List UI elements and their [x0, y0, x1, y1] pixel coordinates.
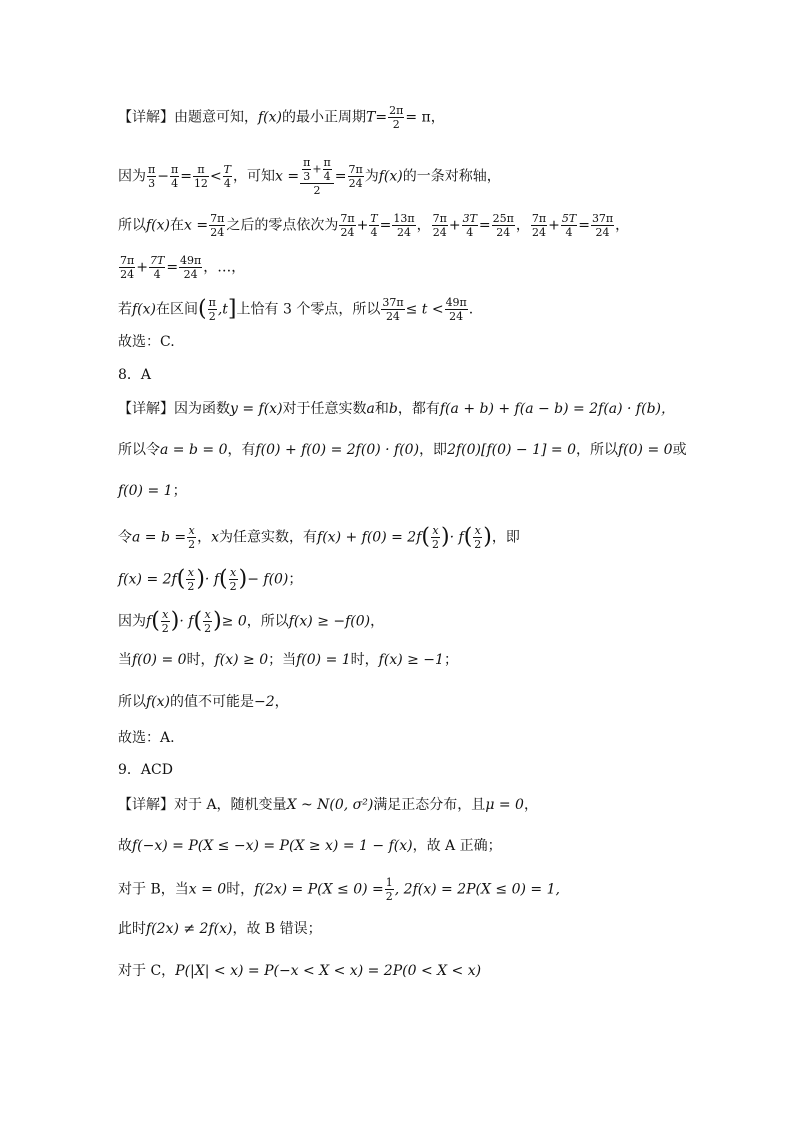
detail-heading: 【详解】 [118, 797, 174, 813]
solution-line-9-4: 此时f(2x) ≠ 2f(x)，故 B 错误； [118, 921, 322, 937]
solution-line-4: $\frac{7\pi}{24}$ + $\frac{7T}{4}$ = $\frac{49\pi}{24}$ ，…， [120, 254, 246, 281]
solution-line-9-2: 故f(−x) = P(X ≤ −x) = P(X ≥ x) = 1 − f(x)，故 A 正确； [118, 838, 502, 854]
solution-line-2: 因为 $\frac{\pi}{3}$ − $\frac{\pi}{4}$ = $\frac{\pi}{12}$ < $\frac{T}{4}$ ，可知x = $\frac{\pi}{3}$ + $\frac{\pi}{4}$ 2 = $\frac{7\pi}{24}$ 为f(x)的一条对称轴， [118, 156, 501, 197]
solution-line-8-5: f(x) = 2f( $\frac{x}{2}$ )· f( $\frac{x}{2}$ )− f(0)； [118, 566, 303, 593]
question-number: 9．ACD [118, 762, 173, 778]
solution-line-9-3: 对于 B，当x = 0时，f(2x) = P(X ≤ 0) = $\frac{1}{2}$ , 2f(x) = 2P(X ≤ 0) = 1, [118, 876, 560, 903]
answer-line: 故选：A. [118, 730, 175, 746]
question-number: 8．A [118, 367, 152, 383]
fraction: $\frac{7\pi}{24}$ [210, 212, 225, 239]
fraction: $\frac{\pi}{3}$ [148, 163, 156, 190]
fraction: $\frac{7\pi}{24}$ [348, 163, 363, 190]
detail-heading: 【详解】 [118, 401, 174, 417]
solution-line-9-5: 对于 C，P(|X| < x) = P(−x < X < x) = 2P(0 < X < x) [118, 963, 482, 979]
compound-fraction: $\frac{\pi}{3}$ + $\frac{\pi}{4}$ 2 [300, 156, 334, 197]
fraction: $\frac{\pi}{12}$ [193, 163, 208, 190]
solution-line-8-3: f(0) = 1； [118, 483, 187, 499]
solution-line-9-1: 【详解】对于 A，随机变量X ~ N(0, σ²)满足正态分布，且μ = 0， [118, 797, 538, 813]
solution-line-8-1: 【详解】因为函数y = f(x)对于任意实数a和b，都有f(a + b) + f(a − b) = 2f(a) · f(b)， [118, 401, 676, 417]
solution-line-8-4: 令a = b = $\frac{x}{2}$ ，x为任意实数，有f(x) + f(0) = 2f( $\frac{x}{2}$ )· f( $\frac{x}{2}$ )，即 [118, 524, 520, 551]
fraction: $\frac{2\pi}{2}$ [389, 104, 404, 131]
solution-line-8-8: 所以f(x)的值不可能是−2， [118, 694, 289, 710]
detail-heading: 【详解】 [118, 109, 174, 126]
solution-line-3: 所以f(x)在x = $\frac{7\pi}{24}$ 之后的零点依次为 $\frac{7\pi}{24}$ + $\frac{T}{4}$ = $\frac{13\pi}{24}$ ， $\frac{7\pi}{24}$ + $\frac{3T}{4}$ = $\frac{25\pi}{24}$ ， $\frac{7\pi}{24}$ + $\frac{5T}{4}$ = $\frac{37\pi}{24}$ ， [118, 212, 630, 239]
fraction: $\frac{T}{4}$ [223, 163, 232, 190]
solution-line-8-6: 因为f( $\frac{x}{2}$ )· f( $\frac{x}{2}$ )≥ 0，所以f(x) ≥ −f(0)， [118, 608, 385, 635]
fraction: $\frac{\pi}{4}$ [170, 163, 179, 190]
solution-line-8-7: 当f(0) = 0时，f(x) ≥ 0；当f(0) = 1时，f(x) ≥ −1； [118, 652, 458, 668]
answer-line: 故选：C. [118, 334, 175, 350]
solution-line-1: 【详解】由题意可知，f(x)的最小正周期T= $\frac{2\pi}{2}$ = π， [118, 104, 445, 131]
solution-line-8-2: 所以令a = b = 0，有f(0) + f(0) = 2f(0) · f(0)，即2f(0)[f(0) − 1] = 0，所以f(0) = 0或 [118, 442, 687, 458]
solution-line-5: 若f(x)在区间( $\frac{\pi}{2}$ ,t]上恰有 3 个零点，所以 $\frac{37\pi}{24}$ ≤ t < $\frac{49\pi}{24}$ . [118, 296, 474, 323]
